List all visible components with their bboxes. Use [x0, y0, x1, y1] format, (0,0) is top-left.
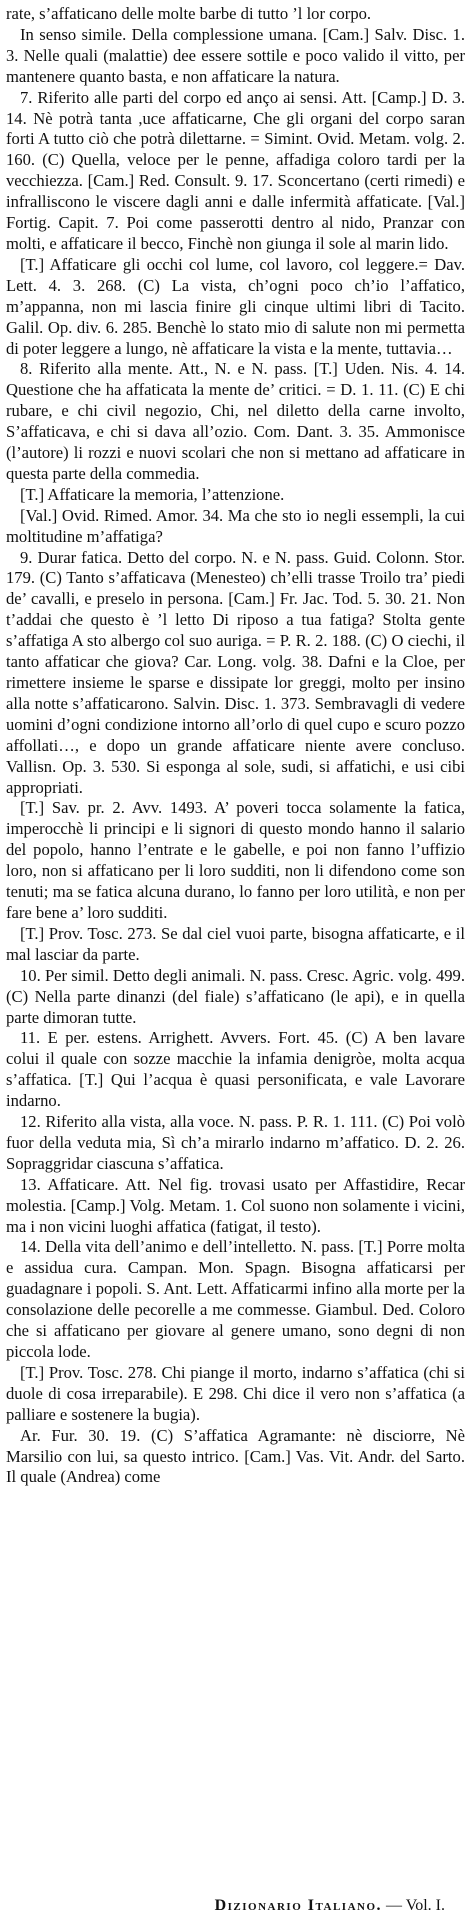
entry-text: Ar. Fur. 30. 19. (C) S’affatica Agramante: nè disciorre, Nè Marsilio con lui, sa questo intrico. [Cam.] Vas. Vit. Andr. del Sarto. Il quale (Andrea) come [6, 1425, 465, 1487]
entry-text: [Val.] Ovid. Rimed. Amor. 34. Ma che sto io negli essempli, la cui moltitudine m’affatiga? [6, 505, 465, 546]
entry-text: 11. E per. estens. Arrighett. Avvers. Fort. 45. (C) A ben lavare colui il quale con sozze macchie la infamia denigròe, molta acqua s’affatica. [T.] Qui l’acqua è quasi personificata, e vale Lavorare indarno. [6, 1028, 465, 1111]
entry-text: [T.] Affaticare la memoria, l’attenzione. [20, 484, 285, 504]
footer-volume: Vol. I. [405, 1897, 445, 1914]
entry-text: [T.] Affaticare gli occhi col lume, col lavoro, col leggere.= Dav. Lett. 4. 3. 268. (C) La vista, ch’ogni poco ch’io l’affatico, m’appanna, non mi lascia finire gli cinque ultimi libri di Tacito. Galil. Op. div. 6. 285. Benchè lo stato mio di salute non mi permetta di poter leggere a lungo, nè affaticare la vista e la mente, tuttavia… [6, 254, 465, 358]
entry-text: 8. Riferito alla mente. Att., N. e N. pass. [T.] Uden. Nis. 4. 14. Questione che ha affaticata la mente de’ critici. = D. 1. 11. (C) E chi rubare, e chi civil negozio, Chi, nel diletto della carne involto, S’affaticava, e chi si dava all’ozio. Com. Dant. 3. 35. Ammonisce (l’autore) li rozzi e nuovi scolari che non si mettano ad affaticare in questa parte della commedia. [6, 359, 465, 483]
footer-separator: — [386, 1897, 403, 1914]
entry-text: [T.] Prov. Tosc. 273. Se dal ciel vuoi parte, bisogna affaticarte, e il mal lasciar da parte. [6, 923, 465, 964]
entry-text: 7. Riferito alle parti del corpo ed anço ai sensi. Att. [Camp.] D. 3. 14. Nè potrà tanta ,uce affaticarne, Che gli organi del corpo saran forti A tutto ciò che potrà dilettarne. = Simint. Ovid. Metam. volg. 2. 160. (C) Quella, veloce per le penne, affadiga coloro tardi per la vecchiezza. [Cam.] Red. Consult. 9. 17. Sconcertano (certi rimedi) e infralliscono le viscere dagli anni e dalle infermità affaticate. [Val.] Fortig. Capit. 7. Poi come passerotti dentro al nido, Pranzar con molti, e affaticare il becco, Finchè non giunga il sole al marin lido. [6, 87, 465, 253]
entry-text: [T.] Prov. Tosc. 278. Chi piange il morto, indarno s’affatica (chi si duole di cosa irreparabile). E 298. Chi dice il vero non s’affatica (a palliare e sostenere la bugia). [6, 1362, 465, 1424]
footer-dictionary-title: Dizionario Italiano. [214, 1897, 383, 1914]
dictionary-entries [6, 4, 465, 1488]
entry-text: 14. Della vita dell’animo e dell’intelletto. N. pass. [T.] Porre molta e assidua cura. Campan. Mon. Spagn. Bisogna affaticarsi per guadagnare i popoli. S. Ant. Lett. Affaticarmi infino alla morte per la consolazione delle pecorelle a me commesse. Giambul. Ded. Coloro che si affaticano per giovare al genere umano, sono degni di non piccola lode. [6, 1237, 465, 1361]
entry-text: [T.] Sav. pr. 2. Avv. 1493. A’ poveri tocca solamente la fatica, imperocchè li principi e li signori di questo mondo hanno il salario del popolo, hanno l’entrate e le gabelle, e poi non fanno l’uffizio loro, non si affaticano per li loro sudditi, non li difendono come son tenuti; ma se fatica alcuna durano, lo fanno per loro utilità, e non per fare bene a’ loro sudditi. [6, 798, 465, 922]
entry-text: 10. Per simil. Detto degli animali. N. pass. Cresc. Agric. volg. 499. (C) Nella parte dinanzi (del fiale) s’affaticano (le api), e in quella parte dimoran tutte. [6, 965, 465, 1027]
entry-text: 13. Affaticare. Att. Nel fig. trovasi usato per Affastidire, Recar molestia. [Camp.] Volg. Metam. 1. Col suono non solamente i vicini, ma i non vicini luoghi affatica (fatigat, il testo). [6, 1174, 465, 1236]
page-footer [0, 1896, 471, 1916]
entry-text: 9. Durar fatica. Detto del corpo. N. e N. pass. Guid. Colonn. Stor. 179. (C) Tanto s’affaticava (Menesteo) ch’elli trasse Troilo tra’ piedi de’ cavalli, e preselo in persona. [Cam.] Fr. Jac. Tod. 5. 30. 21. Non t’addai che questo è ’l letto Di riposo a tua fatiga? Stolta gente s’affatiga A sto albergo col suo auriga. = P. R. 2. 188. (C) O ciechi, il tanto affaticar che giova? Car. Long. volg. 38. Dafni e la Cloe, per rimettere insieme le sparse e dissipate lor greggi, molto per insino alla notte s’affaticarono. Salvin. Disc. 1. 373. Sembravagli di vedere uomini d’ogni condizione intorno all’orlo di quel cupo e scuro pozzo affollati…, e dopo un grande affaticare niente avere concluso. Vallisn. Op. 3. 530. Si esponga al sole, sudi, si affatichi, e usi cibi appropriati. [6, 547, 465, 797]
entry-text: In senso simile. Della complessione umana. [Cam.] Salv. Disc. 1. 3. Nelle quali (malattie) dee essere sottile e poco valido il vitto, per mantenere quanto basta, e non affaticare la natura. [6, 24, 465, 86]
entry-text: rate, s’affaticano delle molte barbe di tutto ’l lor corpo. [6, 4, 372, 23]
entry-text: 12. Riferito alla vista, alla voce. N. pass. P. R. 1. 111. (C) Poi volò fuor della veduta mia, Sì ch’a mirarlo indarno m’affatico. D. 2. 26. Sopraggridar ciascuna s’affatica. [6, 1112, 465, 1173]
